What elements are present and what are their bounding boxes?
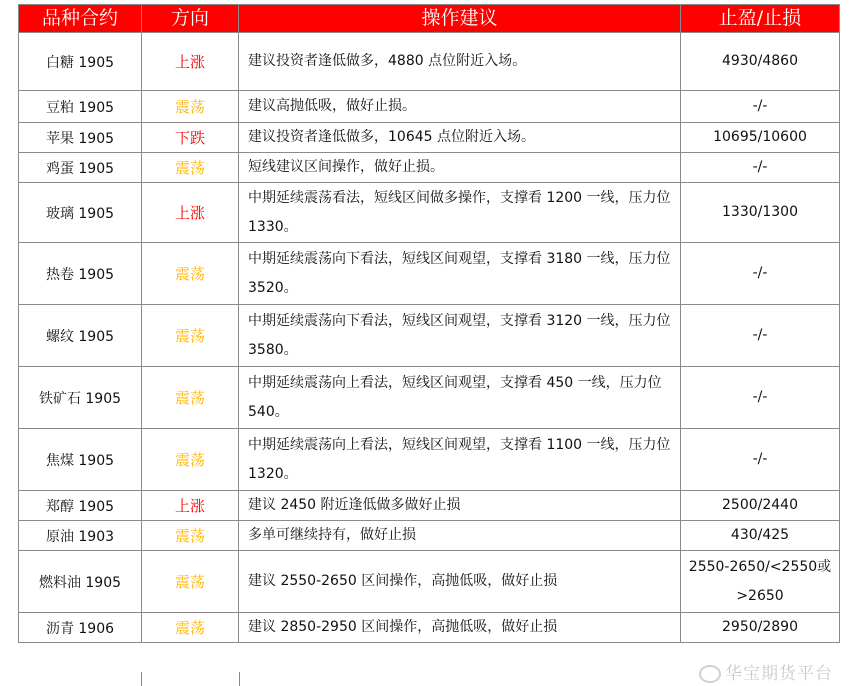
row-name: 白糖 1905 [19, 33, 142, 91]
row-advice: 建议高抛低吸，做好止损。 [239, 91, 681, 123]
row-stop: 1330/1300 [681, 183, 840, 243]
row-name: 沥青 1906 [19, 613, 142, 643]
row-direction: 下跌 [142, 123, 239, 153]
row-advice: 建议投资者逢低做多，10645 点位附近入场。 [239, 123, 681, 153]
row-stop: 10695/10600 [681, 123, 840, 153]
header-stop: 止盈/止损 [681, 5, 840, 33]
row-advice: 多单可继续持有，做好止损 [239, 521, 681, 551]
row-stop: -/- [681, 153, 840, 183]
wechat-icon [699, 665, 721, 683]
watermark [699, 659, 833, 684]
row-name: 螺纹 1905 [19, 305, 142, 367]
row-name: 燃料油 1905 [19, 551, 142, 613]
row-direction: 震荡 [142, 613, 239, 643]
row-direction: 上涨 [142, 183, 239, 243]
table-row [19, 367, 840, 429]
row-name: 郑醇 1905 [19, 491, 142, 521]
row-direction: 震荡 [142, 521, 239, 551]
row-advice: 中期延续震荡向上看法，短线区间观望，支撑看 1100 一线，压力位 1320。 [239, 429, 681, 491]
row-stop: 2550-2650/<2550或>2650 [681, 551, 840, 613]
row-stop: -/- [681, 243, 840, 305]
row-advice: 建议 2850-2950 区间操作，高抛低吸，做好止损 [239, 613, 681, 643]
header-advice: 操作建议 [239, 5, 681, 33]
row-advice: 中期延续震荡看法，短线区间做多操作，支撑看 1200 一线，压力位 1330。 [239, 183, 681, 243]
row-advice: 短线建议区间操作，做好止损。 [239, 153, 681, 183]
watermark-text: 华宝期货平台 [725, 664, 833, 684]
row-stop: 4930/4860 [681, 33, 840, 91]
table-row [19, 33, 840, 91]
row-direction: 上涨 [142, 491, 239, 521]
row-direction: 震荡 [142, 91, 239, 123]
row-direction: 震荡 [142, 367, 239, 429]
row-stop: -/- [681, 429, 840, 491]
row-direction: 震荡 [142, 429, 239, 491]
table-row [19, 613, 840, 643]
row-name: 热卷 1905 [19, 243, 142, 305]
header-direction: 方向 [142, 5, 239, 33]
row-advice: 中期延续震荡向下看法，短线区间观望，支撑看 3180 一线，压力位 3520。 [239, 243, 681, 305]
table-row [19, 243, 840, 305]
row-advice: 中期延续震荡向上看法，短线区间观望，支撑看 450 一线，压力位 540。 [239, 367, 681, 429]
row-direction: 震荡 [142, 551, 239, 613]
row-direction: 震荡 [142, 243, 239, 305]
table-row [19, 91, 840, 123]
row-name: 鸡蛋 1905 [19, 153, 142, 183]
table-row [19, 491, 840, 521]
table-row [19, 123, 840, 153]
futures-advice-table [18, 4, 840, 643]
row-name: 苹果 1905 [19, 123, 142, 153]
table-continuation-line [239, 672, 240, 686]
table-row [19, 521, 840, 551]
row-direction: 上涨 [142, 33, 239, 91]
table-row [19, 429, 840, 491]
row-direction: 震荡 [142, 305, 239, 367]
row-advice: 建议 2450 附近逢低做多做好止损 [239, 491, 681, 521]
table-row [19, 551, 840, 613]
header-row [19, 5, 840, 33]
row-name: 玻璃 1905 [19, 183, 142, 243]
row-advice: 建议投资者逢低做多，4880 点位附近入场。 [239, 33, 681, 91]
row-stop: 430/425 [681, 521, 840, 551]
table-row [19, 305, 840, 367]
table-continuation-line [141, 672, 142, 686]
row-stop: 2500/2440 [681, 491, 840, 521]
row-advice: 建议 2550-2650 区间操作，高抛低吸，做好止损 [239, 551, 681, 613]
table-row [19, 153, 840, 183]
header-name: 品种合约 [19, 5, 142, 33]
row-name: 豆粕 1905 [19, 91, 142, 123]
row-stop: -/- [681, 305, 840, 367]
row-name: 焦煤 1905 [19, 429, 142, 491]
row-advice: 中期延续震荡向下看法，短线区间观望，支撑看 3120 一线，压力位 3580。 [239, 305, 681, 367]
row-direction: 震荡 [142, 153, 239, 183]
row-stop: 2950/2890 [681, 613, 840, 643]
row-stop: -/- [681, 91, 840, 123]
row-stop: -/- [681, 367, 840, 429]
table-row [19, 183, 840, 243]
row-name: 原油 1903 [19, 521, 142, 551]
row-name: 铁矿石 1905 [19, 367, 142, 429]
